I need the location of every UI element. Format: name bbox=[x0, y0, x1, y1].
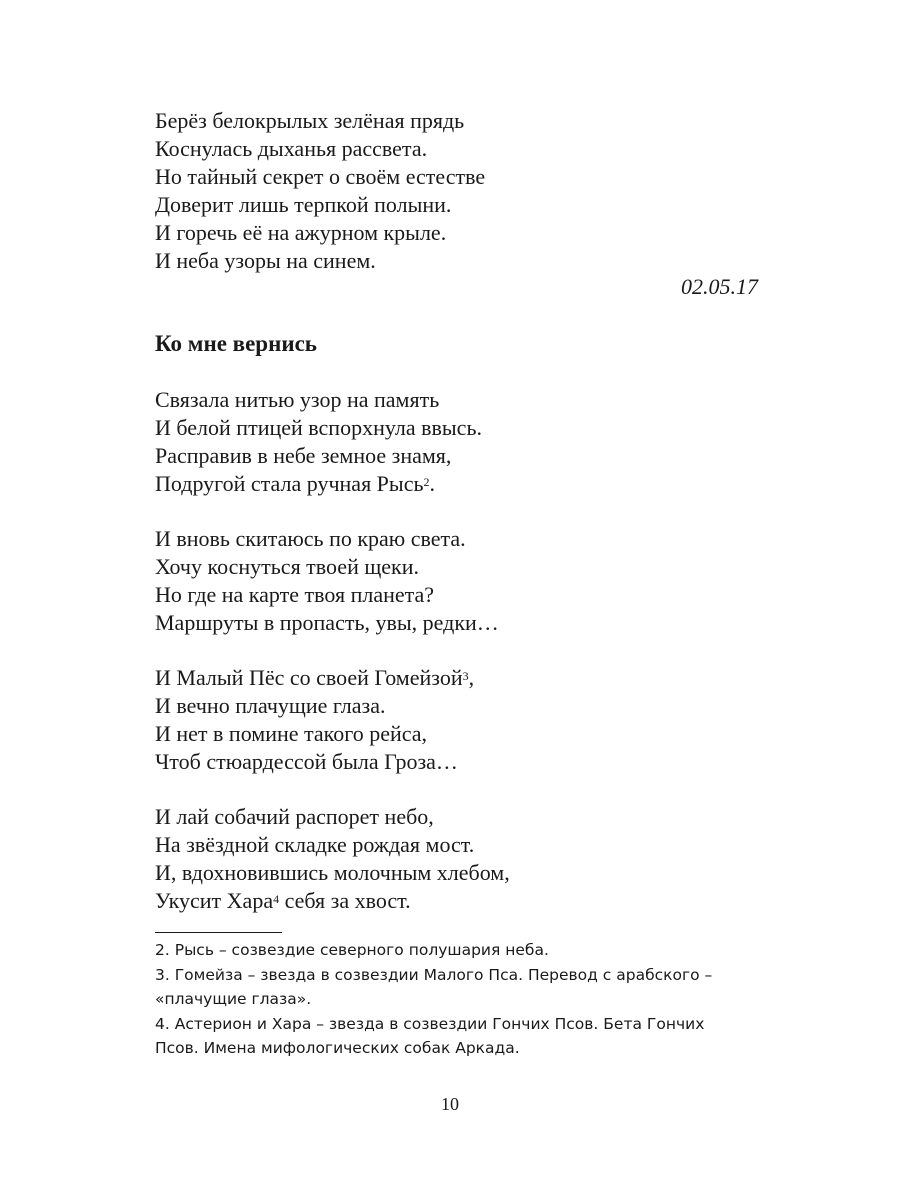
verse-line: Хочу коснуться твоей щеки. bbox=[155, 554, 420, 579]
footnote-ref-2: 2 bbox=[423, 475, 430, 489]
poem-title: Ко мне вернись bbox=[155, 331, 317, 356]
verse-line: И вечно плачущие глаза. bbox=[155, 693, 386, 718]
stanza-4 bbox=[155, 803, 765, 915]
footnote-line: 3. Гомейза – звезда в созвездии Малого Пса. Перевод с арабского – bbox=[155, 965, 713, 984]
page-number: 10 bbox=[441, 1094, 459, 1114]
footnote-separator bbox=[155, 932, 282, 933]
footnotes bbox=[155, 938, 775, 1061]
verse-line: И неба узоры на синем. bbox=[155, 248, 376, 273]
poem-date: 02.05.17 bbox=[681, 274, 758, 299]
verse-line: Расправив в небе земное знамя, bbox=[155, 443, 452, 468]
stanza-1 bbox=[155, 386, 765, 498]
verse-line: И лай собачий распорет небо, bbox=[155, 804, 434, 829]
verse-line: И нет в помине такого рейса, bbox=[155, 721, 428, 746]
verse-line: Но где на карте твоя планета? bbox=[155, 582, 435, 607]
verse-line: На звёздной складке рождая мост. bbox=[155, 832, 475, 857]
stanza-2 bbox=[155, 525, 765, 637]
verse-line: Но тайный секрет о своём естестве bbox=[155, 164, 486, 189]
verse-line: Чтоб стюардессой была Гроза… bbox=[155, 749, 458, 774]
footnote-line: «плачущие глаза». bbox=[155, 990, 312, 1008]
footnote-ref-4: 4 bbox=[273, 892, 280, 906]
verse-line: И горечь её на ажурном крыле. bbox=[155, 220, 447, 245]
verse-line: И, вдохновившись молочным хлебом, bbox=[155, 860, 510, 885]
verse-line: Доверит лишь терпкой полыни. bbox=[155, 192, 452, 217]
verse-line: Берёз белокрылых зелёная прядь bbox=[155, 108, 465, 133]
verse-line: И белой птицей вспорхнула ввысь. bbox=[155, 415, 482, 440]
verse-line: Подругой стала ручная Рысь$^2$. bbox=[155, 471, 436, 496]
verse-line: Укусит Хара$^4$ себя за хвост. bbox=[155, 888, 411, 913]
verse-line: И вновь скитаюсь по краю света. bbox=[155, 526, 466, 551]
verse-line: И Малый Пёс со своей Гомейзой$^3$, bbox=[155, 665, 475, 690]
footnote-line: 2. Рысь – созвездие северного полушария неба. bbox=[155, 941, 549, 959]
stanza-3 bbox=[155, 664, 765, 776]
footnote-ref-3: 3 bbox=[462, 669, 469, 683]
footnote-line: 4. Астерион и Хара – звезда в созвездии Гончих Псов. Бета Гончих bbox=[155, 1014, 705, 1033]
previous-poem-ending bbox=[155, 107, 765, 275]
verse-line: Коснулась дыханья рассвета. bbox=[155, 136, 428, 161]
footnote-line: Псов. Имена мифологических собак Аркада. bbox=[155, 1039, 520, 1057]
verse-line: Связала нитью узор на память bbox=[155, 387, 440, 412]
verse-line: Маршруты в пропасть, увы, редки… bbox=[155, 610, 499, 635]
